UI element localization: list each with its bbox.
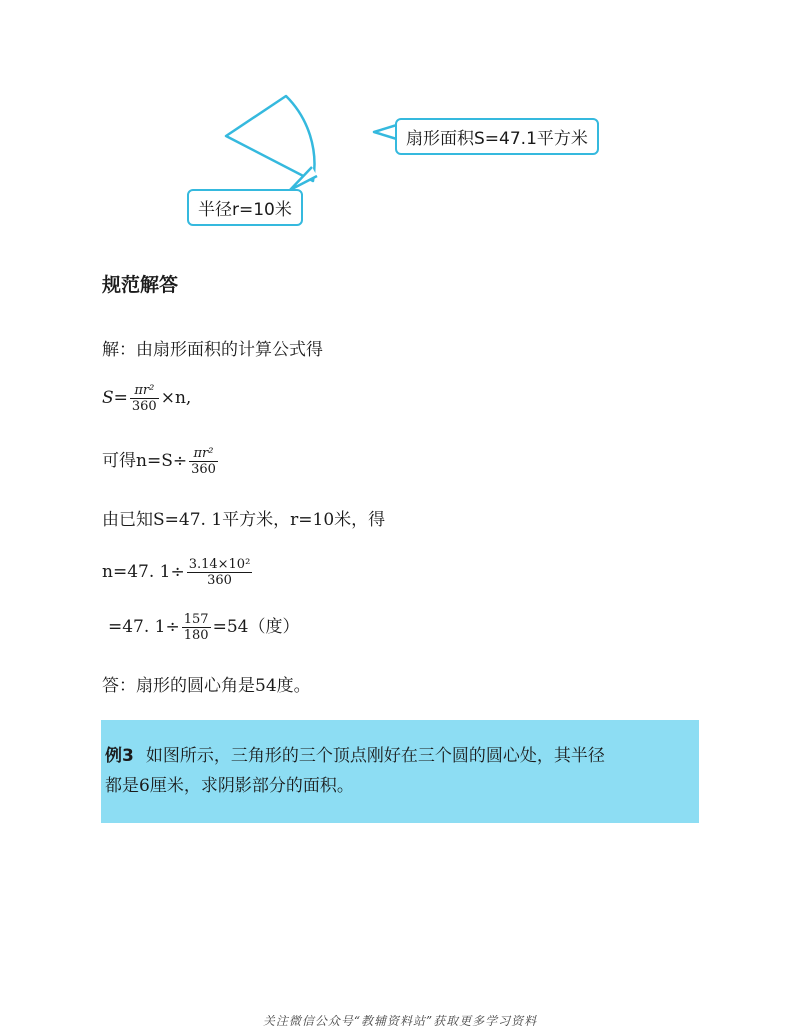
derive-fraction — [189, 446, 218, 477]
known-values: 由已知S=47. 1平方米，r=10米，得 — [102, 510, 386, 530]
formula-area — [102, 383, 191, 414]
calc2-denominator: 180 — [183, 628, 209, 643]
calc-step-2 — [108, 612, 299, 643]
answer-line: 答：扇形的圆心角是54度。 — [102, 676, 311, 696]
formula-rhs: ×n, — [160, 388, 192, 408]
formula-derive — [102, 446, 220, 477]
calc2-lhs: =47. 1÷ — [108, 617, 180, 637]
derive-numerator: πr² — [189, 446, 218, 462]
radius-callout — [187, 189, 303, 226]
derive-lhs: 可得n=S÷ — [102, 451, 188, 471]
solution-intro: 解：由扇形面积的计算公式得 — [102, 340, 323, 360]
calc1-fraction — [187, 557, 253, 588]
example-3-text-1: 如图所示，三角形的三个顶点刚好在三个圆的圆心处，其半径 — [145, 746, 605, 766]
calc2-rhs: =54（度） — [212, 617, 300, 637]
section-title: 规范解答 — [102, 274, 179, 296]
radius-label: 半径r=10米 — [198, 200, 292, 220]
calc2-fraction — [182, 612, 211, 643]
calc2-numerator: 157 — [183, 612, 209, 627]
sector-shape — [226, 96, 314, 181]
calc1-denominator: 360 — [207, 573, 232, 588]
area-callout — [395, 118, 599, 155]
calc1-numerator: 3.14×10² — [188, 557, 251, 572]
calc1-lhs: n=47. 1÷ — [102, 562, 185, 582]
footer-note: 关注微信公众号“教辅资料站”获取更多学习资料 — [262, 1014, 538, 1028]
example-3-label: 例3 — [105, 746, 134, 766]
derive-denominator: 360 — [191, 462, 216, 477]
formula-numerator: πr² — [130, 383, 159, 399]
formula-fraction — [130, 383, 159, 414]
example-3-box — [101, 720, 699, 823]
area-label: 扇形面积S=47.1平方米 — [406, 129, 588, 149]
formula-lhs: S= — [102, 388, 128, 408]
calc-step-1 — [102, 557, 254, 588]
example-3-line-1 — [105, 748, 605, 765]
example-3-line-2: 都是6厘米，求阴影部分的面积。 — [105, 776, 354, 796]
formula-denominator: 360 — [131, 399, 157, 414]
